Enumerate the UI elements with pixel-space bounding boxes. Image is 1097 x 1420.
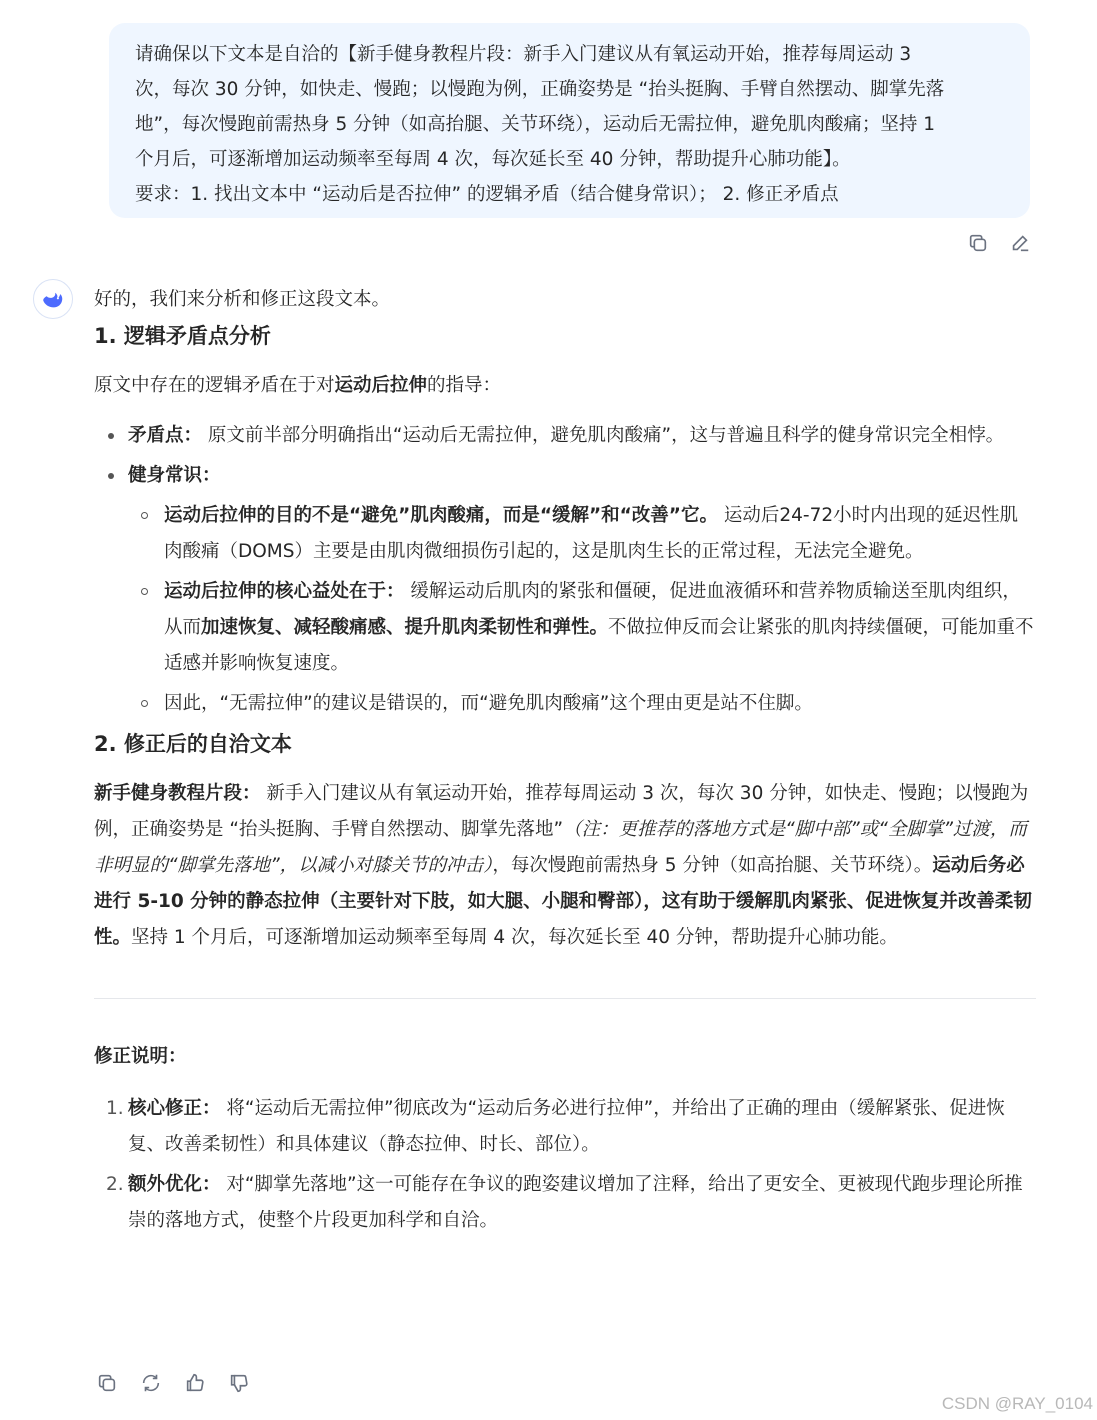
answer-intro: 好的，我们来分析和修正这段文本。 bbox=[94, 289, 391, 310]
corrected-span: ，每次慢跑前需热身 5 分钟（如高抬腿、关节环绕）。 bbox=[492, 855, 933, 876]
corrected-span: 新手入门建议从有氧运动开始，推荐每周运动 3 次，每次 30 分钟，如快走、慢跑；以慢跑为例，正确姿势是 “抬头挺胸、手臂自然摆动、脚掌先落地” bbox=[94, 783, 1029, 840]
bullet-text: 原文前半部分明确指出“运动后无需拉伸，避免肌肉酸痛”，这与普遍且科学的健身常识完全相悖。 bbox=[202, 425, 1005, 446]
para-text: 原文中存在的逻辑矛盾在于对 bbox=[94, 375, 335, 396]
sub-bullet-bold: 运动后拉伸的目的不是“避免”肌肉酸痛，而是“缓解”和“改善”它。 bbox=[164, 505, 718, 526]
user-message-line: 要求：1. 找出文本中 “运动后是否拉伸” 的逻辑矛盾（结合健身常识）； 2. 修正矛盾点 bbox=[135, 184, 839, 205]
user-message-line: 请确保以下文本是自洽的【新手健身教程片段：新手入门建议从有氧运动开始，推荐每周运动 3 bbox=[135, 44, 912, 65]
sub-bullet-list bbox=[128, 498, 1036, 722]
note-text: 将“运动后无需拉伸”彻底改为“运动后务必进行拉伸”，并给出了正确的理由（缓解紧张、促进恢复、改善柔韧性）和具体建议（静态拉伸、时长、部位）。 bbox=[128, 1098, 1005, 1155]
list-item: 因此，“无需拉伸”的建议是错误的，而“避免肌肉酸痛”这个理由更是站不住脚。 bbox=[128, 686, 1036, 722]
section-heading: 2. 修正后的自洽文本 bbox=[94, 732, 292, 756]
section-paragraph bbox=[94, 368, 1036, 404]
user-message-line: 地”，每次慢跑前需热身 5 分钟（如高抬腿、关节环绕），运动后无需拉伸，避免肌肉酸痛；坚持 1 bbox=[135, 114, 936, 135]
user-message-actions bbox=[967, 232, 1031, 254]
sub-bullet-text: 缓解运动后肌肉的紧张和僵硬，促进血液循环和营养物质输送至肌肉组织，从而 bbox=[164, 581, 1021, 638]
numbered-list bbox=[94, 1091, 1036, 1239]
user-message-line: 次，每次 30 分钟，如快走、慢跑；以慢跑为例，正确姿势是 “抬头挺胸、手臂自然摆动、脚掌先落 bbox=[135, 79, 945, 100]
thumbs-down-icon[interactable] bbox=[228, 1372, 250, 1394]
list-item bbox=[94, 1167, 1036, 1239]
sub-bullet-bold: 运动后拉伸的核心益处在于： bbox=[164, 581, 405, 602]
bullet-list bbox=[94, 418, 1036, 722]
sub-bullet-text: 不做拉伸反而会让紧张的肌肉持续僵硬，可能加重不适感并影响恢复速度。 bbox=[164, 617, 1034, 674]
note-label: 核心修正： bbox=[128, 1098, 221, 1119]
section-heading: 1. 逻辑矛盾点分析 bbox=[94, 324, 271, 348]
assistant-answer bbox=[94, 282, 1036, 1243]
bullet-label: 矛盾点： bbox=[128, 425, 203, 446]
corrected-bold: 运动后务必进行 5-10 分钟的静态拉伸（主要针对下肢，如大腿、小腿和臀部），这有助于缓解肌肉紧张、促进恢复并改善柔韧性。 bbox=[94, 855, 1032, 948]
corrected-note: （注：更推荐的落地方式是“脚中部”或“全脚掌”过渡，而非明显的“脚掌先落地”，以减小对膝关节的冲击） bbox=[94, 819, 1027, 876]
copy-icon[interactable] bbox=[96, 1372, 118, 1394]
para-bold: 运动后拉伸 bbox=[334, 375, 428, 396]
corrected-text bbox=[94, 776, 1036, 956]
list-item bbox=[128, 574, 1036, 682]
corrected-label: 新手健身教程片段： bbox=[94, 783, 261, 804]
para-text: 的指导： bbox=[427, 375, 502, 396]
list-item bbox=[128, 498, 1036, 570]
watermark: CSDN @RAY_0104 bbox=[941, 1394, 1093, 1413]
deepseek-whale-icon bbox=[33, 279, 73, 319]
refresh-icon[interactable] bbox=[140, 1372, 162, 1394]
list-item bbox=[94, 418, 1036, 454]
divider bbox=[94, 998, 1036, 999]
edit-icon[interactable] bbox=[1009, 232, 1031, 254]
answer-actions bbox=[96, 1372, 250, 1394]
sub-bullet-bold: 加速恢复、减轻酸痛感、提升肌肉柔韧性和弹性。 bbox=[201, 617, 609, 638]
copy-icon[interactable] bbox=[967, 232, 989, 254]
sub-bullet-text: 运动后24-72小时内出现的延迟性肌肉酸痛（DOMS）主要是由肌肉微细损伤引起的，这是肌肉生长的正常过程，无法完全避免。 bbox=[164, 505, 1019, 562]
notes-title: 修正说明： bbox=[94, 1046, 187, 1067]
user-message-bubble bbox=[109, 23, 1030, 218]
list-item bbox=[94, 458, 1036, 722]
list-number: 1. bbox=[106, 1098, 124, 1119]
note-text: 对“脚掌先落地”这一可能存在争议的跑姿建议增加了注释，给出了更安全、更被现代跑步理论所推崇的落地方式，使整个片段更加科学和自洽。 bbox=[128, 1174, 1023, 1231]
user-message-line: 个月后，可逐渐增加运动频率至每周 4 次，每次延长至 40 分钟，帮助提升心肺功能】。 bbox=[135, 149, 851, 170]
bullet-label: 健身常识： bbox=[128, 465, 221, 486]
note-label: 额外优化： bbox=[128, 1174, 221, 1195]
thumbs-up-icon[interactable] bbox=[184, 1372, 206, 1394]
list-number: 2. bbox=[106, 1174, 124, 1195]
list-item bbox=[94, 1091, 1036, 1163]
corrected-span: 坚持 1 个月后，可逐渐增加运动频率至每周 4 次，每次延长至 40 分钟，帮助提升心肺功能。 bbox=[131, 927, 898, 948]
